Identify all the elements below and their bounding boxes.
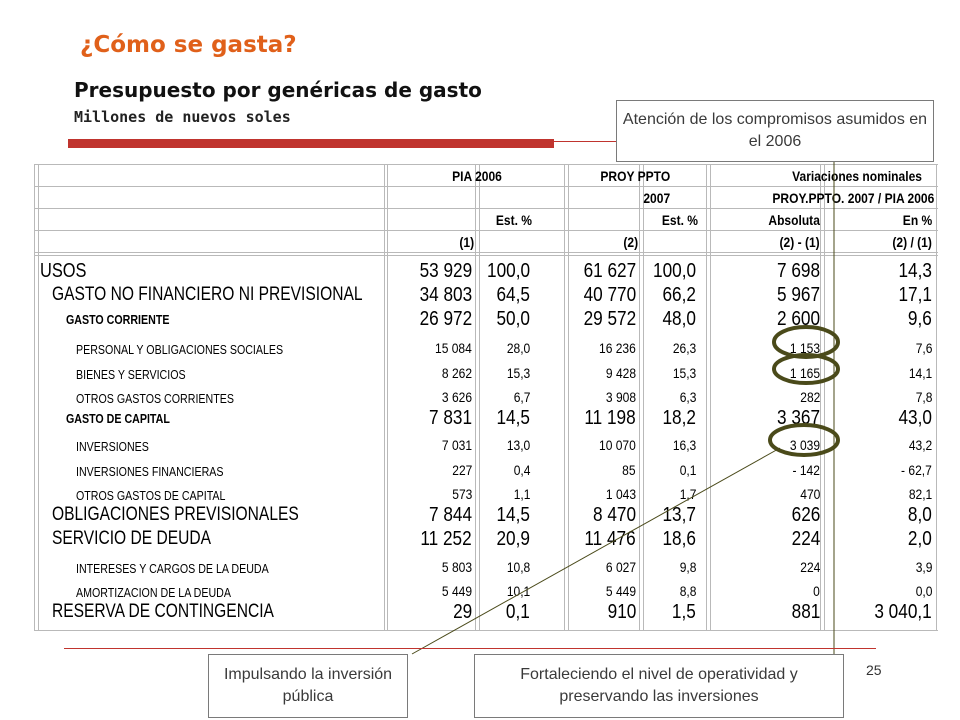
table-row-label: PERSONAL Y OBLIGACIONES SOCIALES bbox=[76, 342, 284, 357]
table-cell-pia: 11 252 bbox=[420, 528, 472, 550]
table-cell-est2: 16,3 bbox=[672, 437, 696, 453]
table-cell-abs: 3 039 bbox=[789, 437, 820, 453]
table-cell-abs: 224 bbox=[799, 559, 820, 575]
table-row-label: GASTO DE CAPITAL bbox=[66, 411, 170, 426]
header-proy_line1: PROY PPTO bbox=[600, 168, 670, 184]
table-cell-est1: 10,1 bbox=[506, 583, 530, 599]
table-cell-pia: 227 bbox=[451, 462, 472, 478]
table-cell-est1: 14,5 bbox=[496, 407, 530, 429]
footer-line bbox=[64, 648, 876, 649]
table-cell-est2: 100,0 bbox=[652, 260, 696, 282]
table-row-label: OTROS GASTOS CORRIENTES bbox=[76, 391, 234, 406]
table-cell-abs: 5 967 bbox=[776, 284, 820, 306]
table-cell-proy: 5 449 bbox=[605, 583, 636, 599]
table-cell-pia: 3 626 bbox=[441, 389, 472, 405]
table-row-label: GASTO NO FINANCIERO NI PREVISIONAL bbox=[52, 284, 363, 305]
table-cell-proy: 1 043 bbox=[605, 486, 636, 502]
table-cell-abs: 470 bbox=[799, 486, 820, 502]
table-cell-est2: 0,1 bbox=[679, 462, 696, 478]
table-cell-est1: 100,0 bbox=[486, 260, 530, 282]
header-var_sub: PROY.PPTO. 2007 / PIA 2006 bbox=[772, 190, 934, 206]
table-cell-pct: 3,9 bbox=[915, 559, 932, 575]
table-cell-pia: 5 803 bbox=[441, 559, 472, 575]
table-cell-est2: 66,2 bbox=[662, 284, 696, 306]
table-cell-proy: 3 908 bbox=[605, 389, 636, 405]
table-cell-est2: 8,8 bbox=[679, 583, 696, 599]
table-row-label: INVERSIONES FINANCIERAS bbox=[76, 464, 224, 479]
table-cell-abs: 224 bbox=[791, 528, 820, 550]
table-cell-abs: 3 367 bbox=[776, 407, 820, 429]
header-n4: (2) / (1) bbox=[892, 234, 932, 250]
connector-line bbox=[412, 448, 780, 654]
table-cell-proy: 8 470 bbox=[592, 504, 636, 526]
table-cell-est2: 1,7 bbox=[679, 486, 696, 502]
table-row-label: BIENES Y SERVICIOS bbox=[76, 367, 186, 382]
table-cell-est2: 18,2 bbox=[662, 407, 696, 429]
table-cell-est2: 9,8 bbox=[679, 559, 696, 575]
table-cell-pct: 14,3 bbox=[898, 260, 932, 282]
table-cell-proy: 11 476 bbox=[584, 528, 636, 550]
table-cell-pia: 7 031 bbox=[441, 437, 472, 453]
table-cell-est1: 15,3 bbox=[506, 365, 530, 381]
table-row-label: OTROS GASTOS DE CAPITAL bbox=[76, 488, 226, 503]
highlight-circle bbox=[774, 327, 838, 357]
table-cell-est2: 26,3 bbox=[672, 340, 696, 356]
table-cell-abs: 881 bbox=[791, 601, 820, 623]
header-n1: (1) bbox=[459, 234, 474, 250]
table-subtitle: Presupuesto por genéricas de gasto bbox=[74, 78, 482, 102]
page-number: 25 bbox=[866, 662, 882, 678]
table-cell-pct: 7,6 bbox=[915, 340, 932, 356]
header-pia: PIA 2006 bbox=[452, 168, 502, 184]
table-cell-pia: 26 972 bbox=[419, 308, 472, 330]
table-cell-est1: 28,0 bbox=[506, 340, 530, 356]
table-cell-pct: 7,8 bbox=[915, 389, 932, 405]
table-cell-est2: 13,7 bbox=[662, 504, 696, 526]
table-cell-proy: 16 236 bbox=[599, 340, 636, 356]
table-cell-pct: 9,6 bbox=[908, 308, 932, 330]
header-proy_line2: 2007 bbox=[643, 190, 670, 206]
header-var_title: Variaciones nominales bbox=[792, 168, 922, 184]
table-cell-pct: 14,1 bbox=[908, 365, 932, 381]
header-n3: (2) - (1) bbox=[779, 234, 820, 250]
table-cell-proy: 10 070 bbox=[599, 437, 636, 453]
table-cell-pct: 3 040,1 bbox=[874, 601, 932, 623]
table-cell-est1: 1,1 bbox=[513, 486, 530, 502]
table-cell-pia: 573 bbox=[451, 486, 472, 502]
table-cell-est1: 14,5 bbox=[496, 504, 530, 526]
table-cell-est2: 1,5 bbox=[672, 601, 696, 623]
table-cell-est2: 6,3 bbox=[679, 389, 696, 405]
table-cell-est1: 20,9 bbox=[496, 528, 530, 550]
table-cell-pia: 5 449 bbox=[441, 583, 472, 599]
table-cell-est1: 6,7 bbox=[513, 389, 530, 405]
table-cell-proy: 29 572 bbox=[583, 308, 636, 330]
table-cell-pia: 29 bbox=[452, 601, 472, 623]
header-n2: (2) bbox=[623, 234, 638, 250]
table-cell-pct: - 62,7 bbox=[901, 462, 932, 478]
table-cell-est2: 48,0 bbox=[662, 308, 696, 330]
table-row-label: INVERSIONES bbox=[76, 439, 149, 454]
table-cell-abs: - 142 bbox=[792, 462, 820, 478]
table-cell-abs: 1 153 bbox=[789, 340, 820, 356]
table-cell-pia: 15 084 bbox=[435, 340, 472, 356]
table-cell-est2: 18,6 bbox=[662, 528, 696, 550]
table-cell-proy: 61 627 bbox=[583, 260, 636, 282]
table-cell-proy: 85 bbox=[622, 462, 636, 478]
table-cell-est1: 0,1 bbox=[506, 601, 530, 623]
table-cell-abs: 0 bbox=[813, 583, 820, 599]
table-cell-abs: 282 bbox=[799, 389, 820, 405]
table-row-label: OBLIGACIONES PREVISIONALES bbox=[52, 504, 299, 525]
table-cell-proy: 11 198 bbox=[584, 407, 636, 429]
table-row-label: AMORTIZACION DE LA DEUDA bbox=[76, 585, 231, 600]
table-cell-est1: 13,0 bbox=[506, 437, 530, 453]
table-cell-pct: 43,2 bbox=[908, 437, 932, 453]
table-cell-pct: 8,0 bbox=[908, 504, 932, 526]
table-row-label: GASTO CORRIENTE bbox=[66, 312, 170, 327]
table-cell-proy: 910 bbox=[607, 601, 636, 623]
header-est1: Est. % bbox=[495, 212, 532, 228]
table-cell-pct: 82,1 bbox=[908, 486, 932, 502]
table-cell-pct: 17,1 bbox=[898, 284, 932, 306]
table-row-label: USOS bbox=[40, 260, 87, 282]
table-cell-est1: 0,4 bbox=[513, 462, 530, 478]
table-cell-est2: 15,3 bbox=[672, 365, 696, 381]
table-cell-abs: 626 bbox=[791, 504, 820, 526]
callout-commitments: Atención de los compromisos asumidos en el 2006 bbox=[616, 100, 934, 162]
table-cell-pia: 34 803 bbox=[419, 284, 472, 306]
callout-public-investment: Impulsando la inversión pública bbox=[208, 654, 408, 718]
units-label: Millones de nuevos soles bbox=[74, 108, 291, 126]
table-cell-pia: 7 844 bbox=[428, 504, 472, 526]
table-cell-est1: 50,0 bbox=[496, 308, 530, 330]
header-est2: Est. % bbox=[661, 212, 698, 228]
table-row-label: INTERESES Y CARGOS DE LA DEUDA bbox=[76, 561, 269, 576]
table-cell-est1: 10,8 bbox=[506, 559, 530, 575]
highlight-circle bbox=[770, 425, 838, 455]
table-cell-pia: 53 929 bbox=[419, 260, 472, 282]
table-row-label: SERVICIO DE DEUDA bbox=[52, 528, 212, 549]
table-cell-abs: 2 600 bbox=[776, 308, 820, 330]
callout-operativity: Fortaleciendo el nivel de operatividad y preservando las inversiones bbox=[474, 654, 844, 718]
table-cell-pct: 43,0 bbox=[898, 407, 932, 429]
table-cell-proy: 9 428 bbox=[605, 365, 636, 381]
table-cell-abs: 1 165 bbox=[789, 365, 820, 381]
highlight-circle bbox=[774, 355, 838, 383]
table-cell-pct: 2,0 bbox=[908, 528, 932, 550]
table-cell-abs: 7 698 bbox=[776, 260, 820, 282]
table-cell-est1: 64,5 bbox=[496, 284, 530, 306]
table-cell-proy: 6 027 bbox=[605, 559, 636, 575]
table-cell-proy: 40 770 bbox=[583, 284, 636, 306]
table-cell-pct: 0,0 bbox=[915, 583, 932, 599]
table-cell-pia: 7 831 bbox=[428, 407, 472, 429]
table-cell-pia: 8 262 bbox=[441, 365, 472, 381]
slide-title: ¿Cómo se gasta? bbox=[80, 32, 297, 58]
header-en_pct: En % bbox=[902, 212, 932, 228]
header-absoluta: Absoluta bbox=[768, 212, 820, 228]
table-row-label: RESERVA DE CONTINGENCIA bbox=[52, 601, 274, 622]
